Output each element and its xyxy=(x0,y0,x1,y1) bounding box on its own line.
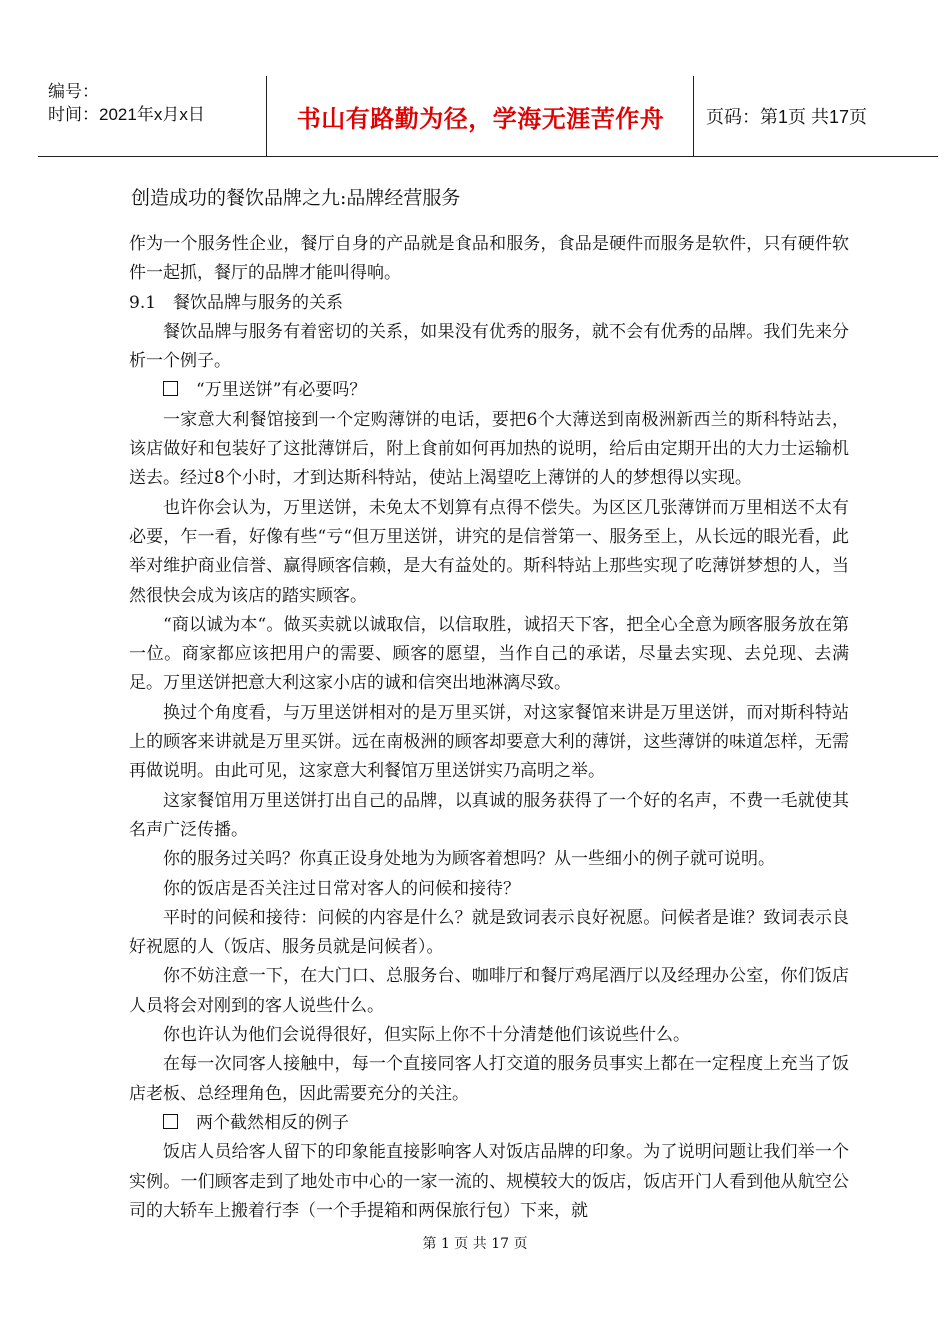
paragraph: 饭店人员给客人留下的印象能直接影响客人对饭店品牌的印象。为了说明问题让我们举一个实例。一们顾客走到了地处市中心的一家一流的、规模较大的饭店，饭店开门人看到他从航空公司的大轿车上搬着行李（一个手提箱和两保旅行包）下来，就 xyxy=(129,1142,849,1221)
paragraph: 一家意大利餐馆接到一个定购薄饼的电话，要把6个大薄送到南极洲新西兰的斯科特站去，该店做好和包装好了这批薄饼后，附上食前如何再加热的说明，给后由定期开出的大力士运输机送去。经过8个小时，才到达斯科特站，使站上渴望吃上薄饼的人的梦想得以实现。 xyxy=(129,409,849,489)
paragraph: 也许你会认为，万里送饼，未免太不划算有点得不偿失。为区区几张薄饼而万里相送不太有必要，乍一看，好像有些“亏“但万里送饼，讲究的是信誉第一、服务至上，从长远的眼光看，此举对维护商业信誉、赢得顾客信赖，是大有益处的。斯科特站上那些实现了吃薄饼梦想的人，当然很快会成为该店的踏实顾客。 xyxy=(129,497,849,606)
paragraph: 你的服务过关吗？你真正设身处地为为顾客着想吗？从一些细小的例子就可说明。 xyxy=(163,849,775,870)
header-motto: 书山有路勤为径，学海无涯苦作舟 xyxy=(296,103,665,133)
paragraph: 这家餐馆用万里送饼打出自己的品牌，以真诚的服务获得了一个好的名声，不费一毛就使其名声广泛传播。 xyxy=(129,790,849,840)
document-title: 创造成功的餐饮品牌之九:品牌经营服务 xyxy=(131,187,461,209)
paragraph: 你不妨注意一下，在大门口、总服务台、咖啡厅和餐厅鸡尾酒厅以及经理办公室，你们饭店人员将会对刚到的客人说些什么。 xyxy=(129,966,849,1016)
paragraph: 作为一个服务性企业，餐厅自身的产品就是食品和服务，食品是硬件而服务是软件，只有硬件软件一起抓，餐厅的品牌才能叫得响。 xyxy=(129,234,849,284)
paragraph: 换过个角度看，与万里送饼相对的是万里买饼，对这家餐馆来讲是万里送饼，而对斯科特站上的顾客来讲就是万里买饼。远在南极洲的顾客却要意大利的薄饼，这些薄饼的味道怎样，无需再做说明。由此可见，这家意大利餐馆万里送饼实乃高明之举。 xyxy=(129,702,849,782)
document-date: 时间：2021年x月x日 xyxy=(48,105,205,124)
header-page-info: 页码：第1页 共17页 xyxy=(706,107,868,127)
paragraph: 餐饮品牌与服务有着密切的关系，如果没有优秀的服务，就不会有优秀的品牌。我们先来分析一个例子。 xyxy=(129,321,849,372)
paragraph: “商以诚为本“。做买卖就以诚取信，以信取胜，诚招天下客，把全心全意为顾客服务放在第一位。商家都应该把用户的需要、顾客的愿望，当作自己的承诺，尽量去实现、去兑现、去满足。万里送饼把意大利这家小店的诚和信突出地淋漓尽致。 xyxy=(129,614,849,694)
subheading-text: 两个截然相反的例子 xyxy=(196,1112,349,1133)
checkbox-square-icon xyxy=(163,381,178,396)
header-divider xyxy=(693,76,694,156)
header-divider xyxy=(266,76,267,156)
paragraph: 平时的问候和接待：问候的内容是什么？就是致词表示良好祝愿。问候者是谁？致词表示良好祝愿的人（饭店、服务员就是问候者）。 xyxy=(129,907,849,958)
page-header xyxy=(38,76,938,157)
document-number-label: 编号： xyxy=(48,82,99,101)
subheading xyxy=(129,1109,849,1138)
document-body xyxy=(129,230,849,1226)
subheading xyxy=(129,376,849,405)
header-meta xyxy=(48,80,205,126)
subheading-text: “万里送饼”有必要吗？ xyxy=(196,380,367,401)
paragraph: 你也许认为他们会说得很好，但实际上你不十分清楚他们该说些什么。 xyxy=(163,1025,690,1046)
page-footer: 第 1 页 共 17 页 xyxy=(422,1236,528,1252)
section-heading: 9.1 餐饮品牌与服务的关系 xyxy=(129,292,344,313)
checkbox-square-icon xyxy=(163,1114,178,1129)
paragraph: 在每一次同客人接触中，每一个直接同客人打交道的服务员事实上都在一定程度上充当了饭店老板、总经理角色，因此需要充分的关注。 xyxy=(129,1054,849,1104)
paragraph: 你的饭店是否关注过日常对客人的问候和接待？ xyxy=(163,878,520,899)
